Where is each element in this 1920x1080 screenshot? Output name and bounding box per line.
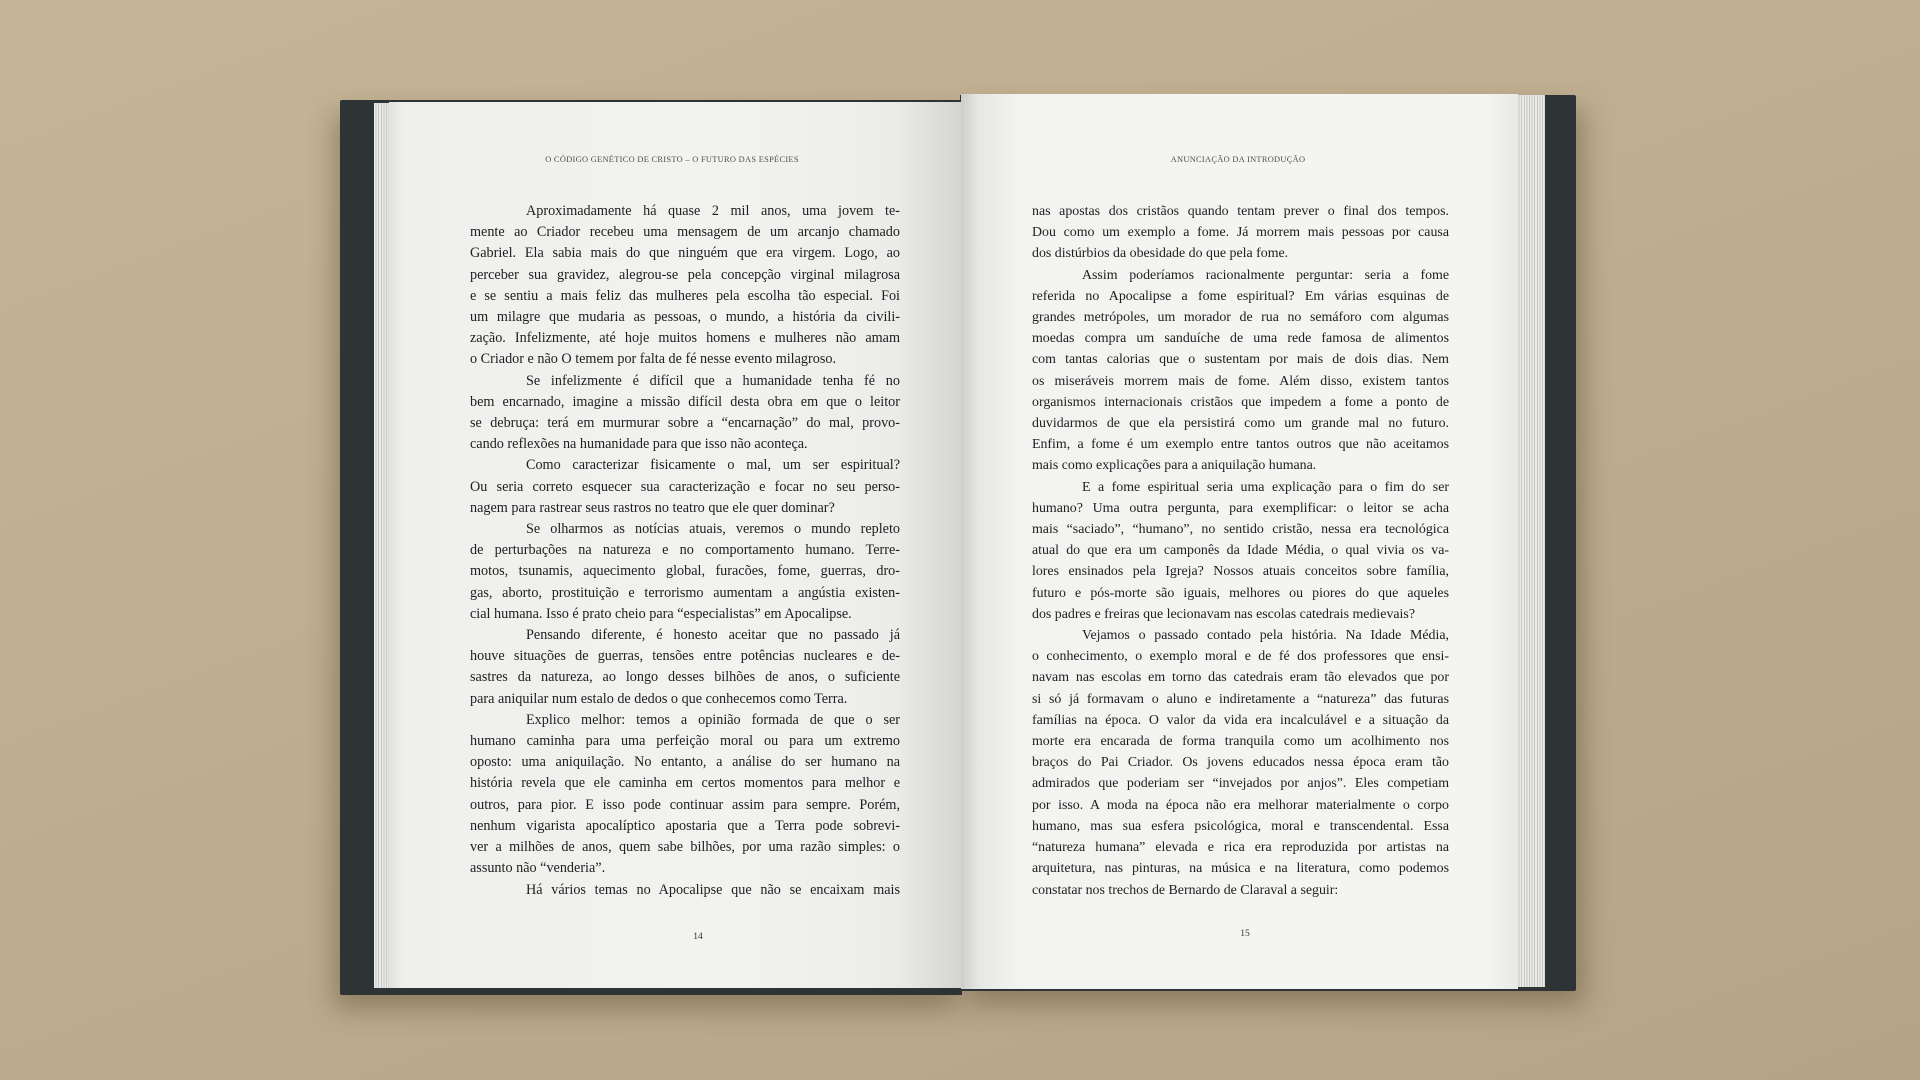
text-line: de perturbações na natureza e no comportamento humano. Terre- xyxy=(470,542,900,559)
text-line: sastres da natureza, ao longo desses bilhões de anos, o suficiente xyxy=(470,669,900,686)
text-line: navam nas escolas em torno das catedrais eram tão elevados que por xyxy=(1032,670,1449,686)
text-line: dos distúrbios da obesidade do que pela fome. xyxy=(1032,246,1289,262)
text-line: arquitetura, nas pinturas, na música e na literatura, como podemos xyxy=(1032,861,1449,877)
text-line: outros, para pior. E isso pode continuar assim para sempre. Porém, xyxy=(470,796,900,813)
text-line: motos, tsunamis, aquecimento global, furacões, fome, guerras, dro- xyxy=(470,563,900,580)
text-line: moedas compra um sanduíche de uma rede famosa de alimentos xyxy=(1032,331,1449,347)
text-line: oposto: uma aniquilação. No entanto, a análise do ser humano na xyxy=(470,754,900,771)
text-line: os miseráveis morrem mais de fome. Além disso, existem tantos xyxy=(1032,373,1449,389)
text-line: o Criador e não O temem por falta de fé nesse evento milagroso. xyxy=(470,351,836,368)
text-line: perceber sua gravidez, alegrou-se pela concepção virginal milagrosa xyxy=(470,266,900,283)
text-line: atual do que era um camponês da Idade Média, o qual vivia os va- xyxy=(1032,543,1449,559)
text-line: grandes metrópoles, um morador de rua no semáforo com algumas xyxy=(1032,310,1449,326)
text-line: Há vários temas no Apocalipse que não se encaixam mais xyxy=(526,881,900,898)
text-line: zação. Infelizmente, até hoje muitos homens e mulheres não amam xyxy=(470,330,900,347)
text-line: “natureza humana” elevada e rica era reproduzida por artistas na xyxy=(1032,840,1449,856)
paragraph xyxy=(470,371,900,456)
text-line: Como caracterizar fisicamente o mal, um ser espiritual? xyxy=(526,457,900,474)
text-line: Ou seria correto esquecer sua caracterização e focar no seu perso- xyxy=(470,478,900,495)
text-line: e se sentiu a mais feliz das mulheres pela escolha tão especial. Foi xyxy=(470,287,900,304)
text-line: ver a milhões de anos, quem sabe bilhões, por uma razão simples: o xyxy=(470,839,900,856)
text-line: futuro e pós-morte são iguais, melhores ou piores do que aqueles xyxy=(1032,585,1449,601)
text-line: E a fome espiritual seria uma explicação para o fim do ser xyxy=(1082,479,1449,495)
text-line: um milagre que mudaria as pessoas, o mundo, a história da civili- xyxy=(470,309,900,326)
page-edges-right xyxy=(1517,95,1545,987)
text-line: por isso. A moda na época não era melhorar materialmente o corpo xyxy=(1032,797,1449,813)
paragraph xyxy=(470,625,900,710)
page-edges-left xyxy=(374,103,390,988)
paragraph xyxy=(470,880,900,901)
paragraph xyxy=(1032,625,1449,901)
text-line: Vejamos o passado contado pela história. Na Idade Média, xyxy=(1082,628,1449,644)
text-line: famílias na época. O valor da vida era incalculável e a situação da xyxy=(1032,712,1449,728)
text-line: gas, aborto, prostituição e terrorismo aumentam a angústia existen- xyxy=(470,584,900,601)
page-number: 14 xyxy=(693,932,703,942)
continued-paragraph xyxy=(1032,201,1449,265)
text-line: cando reflexões na humanidade para que isso não aconteça. xyxy=(470,436,808,453)
text-line: cial humana. Isso é prato cheio para “especialistas” em Apocalipse. xyxy=(470,605,852,622)
text-line: Se infelizmente é difícil que a humanidade tenha fé no xyxy=(526,372,900,389)
text-line: si só já formavam o aluno e indiretamente a “natureza” das futuras xyxy=(1032,691,1449,707)
text-line: Aproximadamente há quase 2 mil anos, uma jovem te- xyxy=(526,203,900,219)
text-line: lores ensinados pela Igreja? Nossos atuais conceitos sobre família, xyxy=(1032,564,1449,580)
text-line: nas apostas dos cristãos quando tentam prever o final dos tempos. xyxy=(1032,204,1449,219)
text-line: admirados que poderiam ser “invejados por anjos”. Eles competiam xyxy=(1032,776,1449,792)
text-line: humano caminha para uma perfeição moral ou para um extremo xyxy=(470,733,900,750)
text-line: dos padres e freiras que lecionavam nas escolas catedrais medievais? xyxy=(1032,606,1415,622)
text-line: o conhecimento, o exemplo moral e de fé dos professores que ensi- xyxy=(1032,649,1449,665)
text-line: se debruça: terá em murmurar sobre a “encarnação” do mal, provo- xyxy=(470,415,900,432)
paragraph xyxy=(1032,265,1449,477)
text-line: humano, mas sua esfera psicológica, moral e transcendental. Essa xyxy=(1032,818,1449,834)
right-page-body xyxy=(1032,201,1449,901)
text-line: referida no Apocalipse a fome espiritual? Em várias esquinas de xyxy=(1032,288,1449,304)
paragraph xyxy=(470,201,900,371)
text-line: morte era encarada de forma tranquila como um acolhimento nos xyxy=(1032,734,1449,750)
text-line: mais como explicações para a aniquilação humana. xyxy=(1032,458,1317,474)
text-line: Dou como um exemplo a fome. Já morrem mais pessoas por causa xyxy=(1032,225,1449,241)
text-line: nenhum vigarista apocalíptico apostaria que a Terra pode sobrevi- xyxy=(470,817,900,834)
text-line: houve situações de guerras, tensões entre potências nucleares e de- xyxy=(470,648,900,665)
left-page xyxy=(389,102,961,988)
text-line: mais “saciado”, “humano”, no sentido cristão, nessa era tecnológica xyxy=(1032,522,1449,538)
text-line: mente ao Criador recebeu uma mensagem de um arcanjo chamado xyxy=(470,224,900,241)
running-head: O CÓDIGO GENÉTICO DE CRISTO – O FUTURO DAS ESPÉCIES xyxy=(545,155,799,164)
text-line: história revela que ele caminha em certos momentos para melhor e xyxy=(470,775,900,792)
text-line: bem encarnado, imagine a missão difícil desta obra em que o leitor xyxy=(470,393,900,410)
text-line: com tantas calorias que o sustentam por mais de dois dias. Nem xyxy=(1032,352,1449,368)
text-line: Assim poderíamos racionalmente perguntar: seria a fome xyxy=(1082,267,1449,283)
page-number: 15 xyxy=(1240,929,1250,939)
text-line: Pensando diferente, é honesto aceitar que no passado já xyxy=(526,627,900,644)
text-line: Explico melhor: temos a opinião formada de que o ser xyxy=(526,711,900,728)
text-line: braços do Pai Criador. Os jovens educados nessa época eram tão xyxy=(1032,755,1449,771)
right-page xyxy=(961,94,1518,989)
paragraph xyxy=(470,710,900,880)
left-page-body xyxy=(470,201,900,901)
text-line: nagem para rastrear seus rastros no teatro que ele quer dominar? xyxy=(470,499,835,516)
text-line: Se olharmos as notícias atuais, veremos o mundo repleto xyxy=(526,521,900,538)
paragraph xyxy=(1032,477,1449,625)
text-line: duvidarmos de que ela persistirá como um grande mal no futuro. xyxy=(1032,416,1449,432)
running-head: ANUNCIAÇÃO DA INTRODUÇÃO xyxy=(1170,155,1306,164)
text-line: para aniquilar num estalo de dedos o que conhecemos como Terra. xyxy=(470,690,848,707)
text-line: Enfim, a fome é um exemplo entre tantos outros que não aceitamos xyxy=(1032,437,1449,453)
paragraph xyxy=(470,519,900,625)
text-line: assunto não “venderia”. xyxy=(470,860,606,877)
text-line: humano? Uma outra pergunta, para exemplificar: o leitor se acha xyxy=(1032,500,1449,516)
text-line: organismos internacionais cristãos que impedem a fome a ponto de xyxy=(1032,394,1449,410)
paragraph xyxy=(470,455,900,519)
text-line: Gabriel. Ela sabia mais do que ninguém que era virgem. Logo, ao xyxy=(470,245,900,262)
text-line: constatar nos trechos de Bernardo de Claraval a seguir: xyxy=(1032,882,1339,898)
